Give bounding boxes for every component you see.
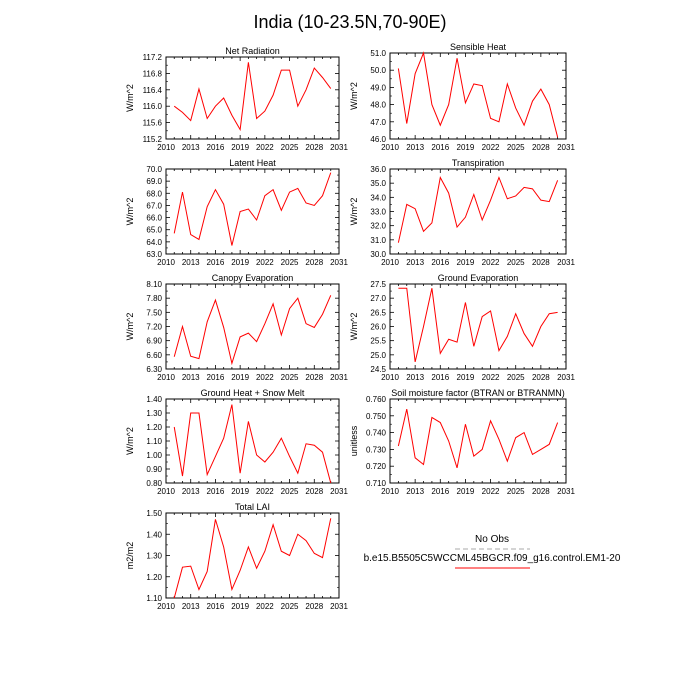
- y-tick-label: 116.8: [142, 69, 162, 79]
- series-line-model: [398, 288, 557, 362]
- y-tick-label: 67.0: [146, 201, 162, 211]
- chart-title: Ground Heat + Snow Melt: [200, 388, 305, 398]
- y-tick-label: 68.0: [146, 189, 162, 199]
- y-tick-label: 6.30: [146, 365, 162, 374]
- plot-frame: [166, 169, 339, 254]
- y-tick-label: 7.50: [146, 308, 162, 318]
- y-tick-label: 1.30: [146, 409, 162, 418]
- y-tick-label: 26.5: [370, 308, 386, 318]
- x-tick-label: 2019: [231, 602, 250, 611]
- x-tick-label: 2022: [255, 373, 274, 382]
- series-line-model: [398, 53, 557, 137]
- y-tick-label: 0.80: [146, 479, 162, 488]
- x-tick-label: 2016: [206, 143, 225, 152]
- x-tick-label: 2013: [406, 143, 425, 152]
- x-tick-label: 2025: [280, 487, 299, 496]
- x-tick-label: 2025: [280, 373, 299, 382]
- x-tick-label: 2028: [305, 602, 324, 611]
- y-tick-label: 0.760: [365, 395, 386, 404]
- plot-frame: [166, 513, 339, 598]
- x-tick-label: 2019: [456, 143, 475, 152]
- x-tick-label: 2031: [330, 373, 348, 382]
- legend-no-obs-label: No Obs: [475, 534, 509, 545]
- x-tick-label: 2031: [330, 602, 348, 611]
- plot-frame: [390, 399, 566, 483]
- chart-panel-3: [125, 158, 348, 267]
- x-tick-label: 2031: [330, 487, 348, 496]
- y-tick-label: 50.0: [370, 66, 386, 76]
- chart-panel-2: [349, 42, 575, 152]
- series-line-model: [174, 405, 331, 483]
- y-tick-label: 34.0: [370, 193, 386, 203]
- x-tick-label: 2016: [206, 258, 225, 267]
- series-line-model: [398, 409, 557, 468]
- x-tick-label: 2010: [381, 143, 399, 152]
- y-axis-label: W/m^2: [125, 197, 135, 226]
- plot-frame: [390, 53, 566, 139]
- y-tick-label: 33.0: [370, 207, 386, 217]
- y-tick-label: 51.0: [370, 49, 386, 58]
- x-tick-label: 2031: [330, 143, 348, 152]
- x-tick-label: 2019: [456, 487, 475, 496]
- y-tick-label: 25.0: [370, 350, 386, 360]
- y-tick-label: 115.2: [142, 135, 162, 144]
- legend-model-label: b.e15.B5505C5WCCML45BGCR.f09_g16.control.EM1-20: [363, 553, 621, 564]
- y-tick-label: 116.4: [142, 85, 162, 95]
- x-tick-label: 2019: [231, 487, 250, 496]
- chart-title: Soil moisture factor (BTRAN or BTRANMN): [391, 388, 565, 398]
- y-tick-label: 7.80: [146, 294, 162, 304]
- y-axis-label: W/m^2: [349, 82, 359, 110]
- y-tick-label: 117.2: [142, 53, 162, 62]
- x-tick-label: 2013: [181, 602, 200, 611]
- x-tick-label: 2016: [431, 373, 450, 382]
- x-tick-label: 2013: [181, 258, 200, 267]
- y-tick-label: 65.0: [146, 225, 162, 235]
- x-tick-label: 2031: [557, 143, 575, 152]
- y-tick-label: 48.0: [370, 100, 386, 110]
- y-tick-label: 1.30: [146, 551, 162, 561]
- x-tick-label: 2016: [431, 258, 450, 267]
- x-tick-label: 2019: [231, 373, 250, 382]
- y-tick-label: 116.0: [142, 102, 162, 112]
- chart-title: Ground Evaporation: [437, 273, 519, 283]
- y-tick-label: 63.0: [146, 250, 162, 259]
- y-axis-label: m2/m2: [125, 541, 135, 570]
- x-tick-label: 2025: [506, 143, 525, 152]
- x-tick-label: 2010: [381, 258, 399, 267]
- y-tick-label: 47.0: [370, 117, 386, 127]
- y-tick-label: 1.50: [146, 509, 162, 518]
- y-tick-label: 46.0: [370, 135, 386, 144]
- x-tick-label: 2010: [157, 487, 175, 496]
- x-tick-label: 2028: [305, 373, 324, 382]
- y-tick-label: 27.5: [370, 280, 386, 289]
- x-tick-label: 2025: [506, 373, 525, 382]
- x-tick-label: 2016: [431, 487, 450, 496]
- legend: [364, 534, 621, 568]
- x-tick-label: 2010: [381, 373, 399, 382]
- chart-title: Latent Heat: [229, 158, 276, 168]
- y-tick-label: 36.0: [370, 165, 386, 174]
- chart-panel-7: [125, 388, 348, 496]
- x-tick-label: 2031: [557, 487, 575, 496]
- y-tick-label: 0.750: [365, 411, 386, 421]
- y-tick-label: 35.0: [370, 179, 386, 189]
- y-tick-label: 6.60: [146, 350, 162, 360]
- chart-title: Sensible Heat: [449, 42, 507, 52]
- x-tick-label: 2025: [280, 143, 299, 152]
- plot-frame: [166, 57, 339, 139]
- x-tick-label: 2013: [406, 487, 425, 496]
- chart-panel-5: [125, 273, 348, 382]
- y-tick-label: 31.0: [370, 235, 386, 245]
- x-tick-label: 2028: [305, 143, 324, 152]
- x-tick-label: 2025: [506, 487, 525, 496]
- x-tick-label: 2016: [206, 487, 225, 496]
- x-tick-label: 2025: [280, 258, 299, 267]
- x-tick-label: 2025: [506, 258, 525, 267]
- y-tick-label: 0.710: [365, 479, 386, 488]
- y-tick-label: 1.20: [146, 423, 162, 432]
- y-tick-label: 70.0: [146, 165, 162, 174]
- y-tick-label: 1.40: [146, 530, 162, 540]
- x-tick-label: 2013: [181, 143, 200, 152]
- x-tick-label: 2028: [305, 487, 324, 496]
- x-tick-label: 2010: [381, 487, 399, 496]
- x-tick-label: 2010: [157, 143, 175, 152]
- y-tick-label: 1.10: [146, 437, 162, 446]
- x-tick-label: 2022: [255, 487, 274, 496]
- y-tick-label: 27.0: [370, 294, 386, 304]
- series-line-model: [174, 295, 331, 363]
- x-tick-label: 2022: [255, 602, 274, 611]
- y-tick-label: 1.40: [146, 395, 162, 404]
- x-tick-label: 2031: [557, 373, 575, 382]
- y-tick-label: 69.0: [146, 177, 162, 187]
- x-tick-label: 2016: [206, 602, 225, 611]
- chart-panel-9: [125, 502, 348, 611]
- y-tick-label: 66.0: [146, 213, 162, 223]
- series-line-model: [174, 62, 331, 129]
- series-line-model: [174, 518, 331, 598]
- chart-title: Canopy Evaporation: [211, 273, 294, 283]
- plot-frame: [166, 399, 339, 483]
- y-axis-label: W/m^2: [349, 312, 359, 341]
- x-tick-label: 2013: [406, 373, 425, 382]
- x-tick-label: 2013: [406, 258, 425, 267]
- y-axis-label: W/m^2: [125, 84, 135, 112]
- x-tick-label: 2022: [481, 373, 500, 382]
- y-tick-label: 115.6: [142, 118, 162, 128]
- y-tick-label: 49.0: [370, 83, 386, 93]
- x-tick-label: 2010: [157, 373, 175, 382]
- chart-title: Total LAI: [234, 502, 271, 512]
- y-tick-label: 32.0: [370, 221, 386, 231]
- x-tick-label: 2028: [531, 258, 550, 267]
- y-tick-label: 25.5: [370, 336, 386, 346]
- x-tick-label: 2016: [206, 373, 225, 382]
- series-line-model: [174, 173, 331, 246]
- y-tick-label: 8.10: [146, 280, 162, 289]
- chart-panel-8: [349, 388, 575, 496]
- y-tick-label: 1.00: [146, 451, 162, 460]
- y-tick-label: 0.730: [365, 445, 386, 455]
- x-tick-label: 2022: [481, 143, 500, 152]
- x-tick-label: 2031: [557, 258, 575, 267]
- x-tick-label: 2019: [456, 258, 475, 267]
- y-tick-label: 1.20: [146, 572, 162, 582]
- x-tick-label: 2019: [231, 258, 250, 267]
- x-tick-label: 2028: [531, 373, 550, 382]
- y-tick-label: 0.740: [365, 428, 386, 438]
- x-tick-label: 2025: [280, 602, 299, 611]
- y-tick-label: 30.0: [370, 250, 386, 259]
- chart-title: Net Radiation: [225, 46, 280, 56]
- x-tick-label: 2010: [157, 258, 175, 267]
- chart-panel-1: [125, 46, 348, 152]
- x-tick-label: 2022: [481, 258, 500, 267]
- y-tick-label: 0.90: [146, 465, 162, 474]
- y-tick-label: 24.5: [370, 365, 386, 374]
- x-tick-label: 2022: [255, 143, 274, 152]
- x-tick-label: 2019: [231, 143, 250, 152]
- chart-panel-6: [349, 273, 575, 382]
- x-tick-label: 2016: [431, 143, 450, 152]
- y-tick-label: 6.90: [146, 336, 162, 346]
- y-axis-label: W/m^2: [125, 427, 135, 455]
- x-tick-label: 2022: [481, 487, 500, 496]
- y-tick-label: 1.10: [146, 594, 162, 603]
- y-axis-label: unitless: [349, 425, 359, 457]
- x-tick-label: 2028: [531, 143, 550, 152]
- x-tick-label: 2022: [255, 258, 274, 267]
- x-tick-label: 2019: [456, 373, 475, 382]
- figure-title: India (10-23.5N,70-90E): [253, 12, 447, 32]
- x-tick-label: 2028: [305, 258, 324, 267]
- series-line-model: [398, 178, 557, 243]
- x-tick-label: 2031: [330, 258, 348, 267]
- y-tick-label: 26.0: [370, 322, 386, 332]
- chart-title: Transpiration: [451, 158, 505, 168]
- chart-panel-4: [349, 158, 575, 267]
- x-tick-label: 2013: [181, 487, 200, 496]
- y-axis-label: W/m^2: [125, 312, 135, 341]
- y-tick-label: 7.20: [146, 322, 162, 332]
- x-tick-label: 2028: [531, 487, 550, 496]
- y-tick-label: 0.720: [365, 462, 386, 472]
- y-axis-label: W/m^2: [349, 197, 359, 226]
- x-tick-label: 2013: [181, 373, 200, 382]
- x-tick-label: 2010: [157, 602, 175, 611]
- y-tick-label: 64.0: [146, 237, 162, 247]
